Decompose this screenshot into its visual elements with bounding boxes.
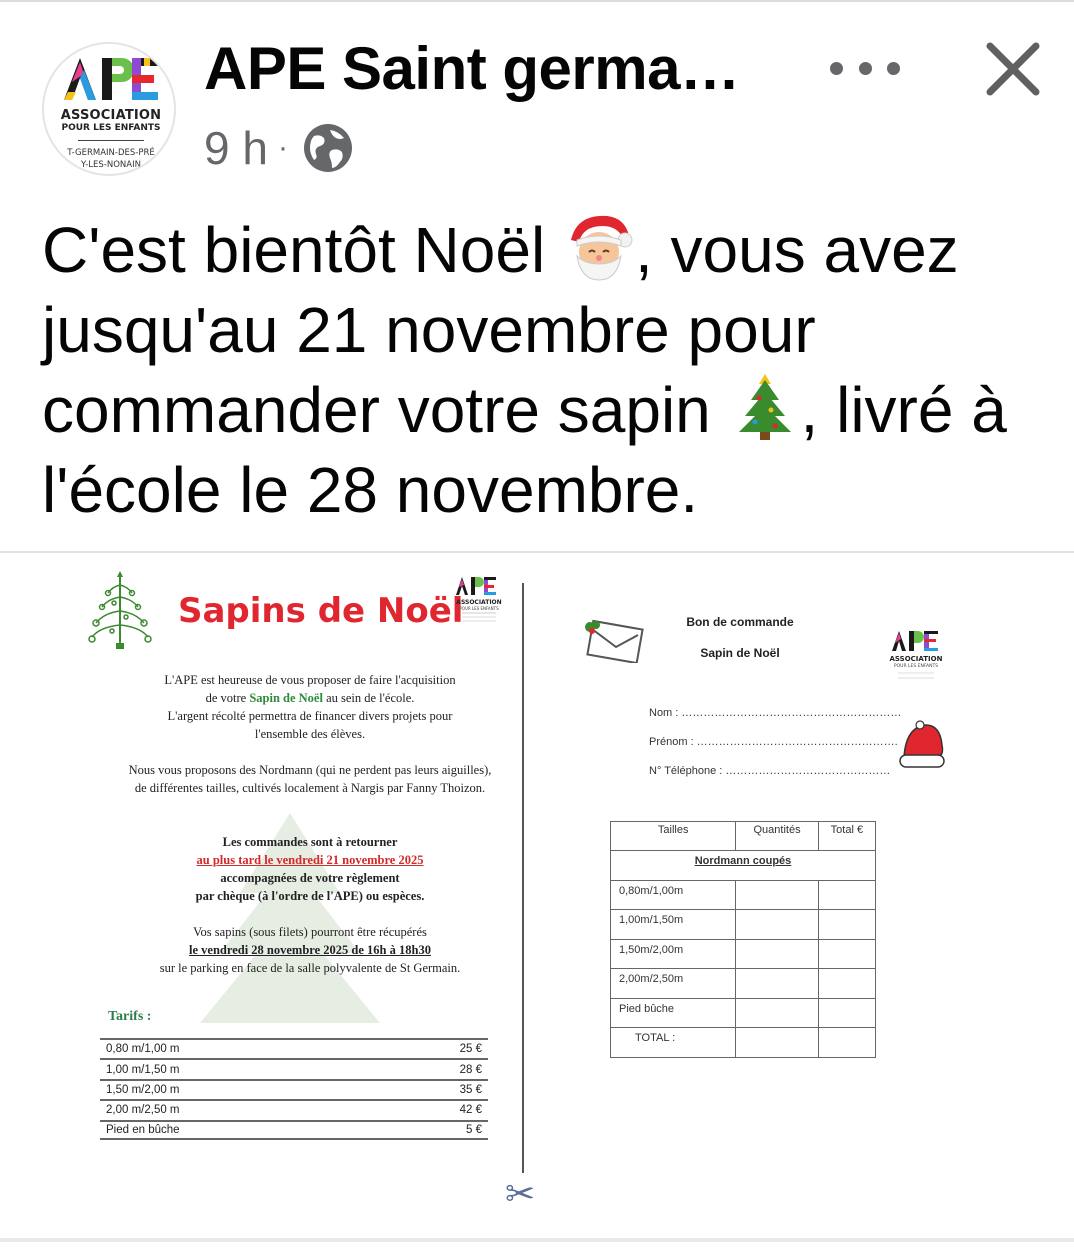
tarif-row <box>100 1099 488 1119</box>
post-image[interactable] <box>0 553 1074 1238</box>
more-icon-dot <box>887 62 900 75</box>
svg-text:POUR LES ENFANTS: POUR LES ENFANTS <box>893 664 939 669</box>
flyer-ape-logo-2-icon <box>888 627 944 687</box>
order-size: 1,00m/1,50m <box>611 910 736 940</box>
post-time[interactable]: 9 h <box>204 122 268 174</box>
intro-line-4: l'ensemble des élèves. <box>254 727 366 741</box>
tarifs-label: Tarifs : <box>108 1009 152 1024</box>
quantity-cell <box>736 910 818 940</box>
order-size: Pied bûche <box>611 998 736 1028</box>
pickup-line-3: sur le parking en face de la salle polyvalente de St Germain. <box>159 961 461 975</box>
intro-paragraph <box>100 671 520 743</box>
intro-line-1: L'APE est heureuse de vous proposer de faire l'acquisition <box>164 673 456 687</box>
scissors-icon: ✂ <box>505 1173 536 1214</box>
avatar-line-2: POUR LES ENFANTS <box>61 123 161 133</box>
tarif-price: 5 € <box>466 1123 482 1136</box>
more-options-button[interactable] <box>830 50 900 86</box>
flyer-ape-logo-icon <box>454 575 504 627</box>
intro-line-3: L'argent récolté permettra de financer divers projets pour <box>167 709 453 723</box>
orders-line-1: Les commandes sont à retourner <box>222 835 398 849</box>
order-row <box>611 969 876 999</box>
orders-line-4: par chèque (à l'ordre de l'APE) ou espèces. <box>195 889 425 903</box>
order-size: 0,80m/1,00m <box>611 880 736 910</box>
santa-emoji <box>563 210 635 282</box>
close-icon[interactable] <box>980 36 1046 102</box>
pickup-paragraph <box>100 923 520 977</box>
total-cell <box>818 910 875 940</box>
nordmann-paragraph <box>90 761 530 797</box>
avatar-line-3: T-GERMAIN-DES-PRÉ <box>67 148 155 158</box>
cut-line <box>522 583 524 1173</box>
header-tailles: Tailles <box>611 822 736 851</box>
order-row <box>611 939 876 969</box>
envelope-icon <box>580 617 644 663</box>
header-total: Total € <box>818 822 875 851</box>
nom-field: Nom : …………………………………………………… <box>649 707 902 719</box>
post-text-part-2: , vous avez jusqu'au 21 novembre pour commander votre sapin <box>42 214 959 446</box>
intro-line-2-start: de votre <box>205 691 250 705</box>
post-text-part-1: C'est bientôt Noël <box>42 214 563 286</box>
avatar-line-1: ASSOCIATION <box>60 108 162 123</box>
quantity-cell <box>736 939 818 969</box>
order-total-row <box>611 1028 876 1058</box>
orders-paragraph <box>100 833 520 905</box>
orders-line-3: accompagnées de votre règlement <box>220 871 400 885</box>
ape-logo-icon <box>54 52 168 102</box>
order-row <box>611 998 876 1028</box>
pickup-date: le vendredi 28 novembre 2025 de 16h à 18h30 <box>189 943 431 957</box>
telephone-field: N° Téléphone : ……………………………………… <box>649 765 891 777</box>
sapin-highlight: Sapin de Noël <box>249 691 323 705</box>
total-cell <box>818 880 875 910</box>
nordmann-label: Nordmann coupés <box>611 851 876 881</box>
post-text-part-3: , livré à l'école le 28 novembre. <box>42 374 1007 526</box>
tarif-size: 0,80 m/1,00 m <box>106 1043 180 1056</box>
flyer-tree-icon <box>88 569 152 651</box>
tarif-price: 35 € <box>459 1083 482 1096</box>
tarif-size: 1,50 m/2,00 m <box>106 1083 180 1096</box>
svg-text:ASSOCIATION: ASSOCIATION <box>889 655 943 663</box>
avatar-line-4: Y-LES-NONAIN <box>81 160 141 170</box>
more-icon-dot <box>859 62 872 75</box>
nordmann-row <box>611 851 876 881</box>
quantity-cell <box>736 998 818 1028</box>
nordmann-line-2: de différentes tailles, cultivés localement à Nargis par Fanny Thoizon. <box>134 781 486 795</box>
pickup-line-1: Vos sapins (sous filets) pourront être récupérés <box>193 925 427 939</box>
order-row <box>611 910 876 940</box>
svg-text:POUR LES ENFANTS: POUR LES ENFANTS <box>459 606 499 611</box>
more-icon-dot <box>830 62 843 75</box>
tarif-row <box>100 1120 488 1140</box>
deadline-text: au plus tard le vendredi 21 novembre 2025 <box>196 853 424 867</box>
header-quantites: Quantités <box>736 822 818 851</box>
order-form-subtitle: Sapin de Noël <box>700 646 780 660</box>
avatar-rule <box>78 140 144 141</box>
total-cell <box>818 1028 875 1058</box>
order-table-header <box>611 822 876 851</box>
order-size: 1,50m/2,00m <box>611 939 736 969</box>
meta-separator: · <box>277 131 288 164</box>
total-cell <box>818 939 875 969</box>
order-table <box>610 821 876 1058</box>
tarif-size: 2,00 m/2,50 m <box>106 1104 180 1117</box>
post-message <box>42 210 1052 530</box>
tarif-price: 42 € <box>459 1104 482 1117</box>
svg-text:ASSOCIATION: ASSOCIATION <box>456 599 502 606</box>
tarif-row <box>100 1079 488 1099</box>
tarif-row <box>100 1038 488 1058</box>
globe-icon <box>302 122 354 174</box>
santa-hat-icon <box>896 719 948 773</box>
order-total-label: TOTAL : <box>611 1028 736 1058</box>
intro-line-2-end: au sein de l'école. <box>322 691 415 705</box>
page-name-link[interactable]: APE Saint germa… <box>204 35 740 102</box>
order-row <box>611 880 876 910</box>
order-size: 2,00m/2,50m <box>611 969 736 999</box>
nordmann-line-1: Nous vous proposons des Nordmann (qui ne perdent pas leurs aiguilles), <box>128 763 492 777</box>
tarif-price: 25 € <box>459 1043 482 1056</box>
christmas-tree-emoji <box>729 370 801 442</box>
quantity-cell <box>736 880 818 910</box>
order-form-title: Bon de commande <box>686 615 794 629</box>
tarif-size: Pied en bûche <box>106 1123 180 1136</box>
tarif-price: 28 € <box>459 1063 482 1076</box>
tarif-size: 1,00 m/1,50 m <box>106 1063 180 1076</box>
page-avatar[interactable] <box>42 42 176 176</box>
tarif-row <box>100 1058 488 1078</box>
total-cell <box>818 998 875 1028</box>
image-bottom-border <box>0 1238 1074 1242</box>
prenom-field: Prénom : ………………………………………………. <box>649 736 898 748</box>
flyer-title: Sapins de Noël <box>178 591 464 631</box>
quantity-cell <box>736 1028 818 1058</box>
total-cell <box>818 969 875 999</box>
post-meta <box>204 120 354 176</box>
quantity-cell <box>736 969 818 999</box>
intro-line-2 <box>100 689 520 707</box>
tarifs-table <box>100 1038 488 1140</box>
top-divider <box>0 0 1074 2</box>
